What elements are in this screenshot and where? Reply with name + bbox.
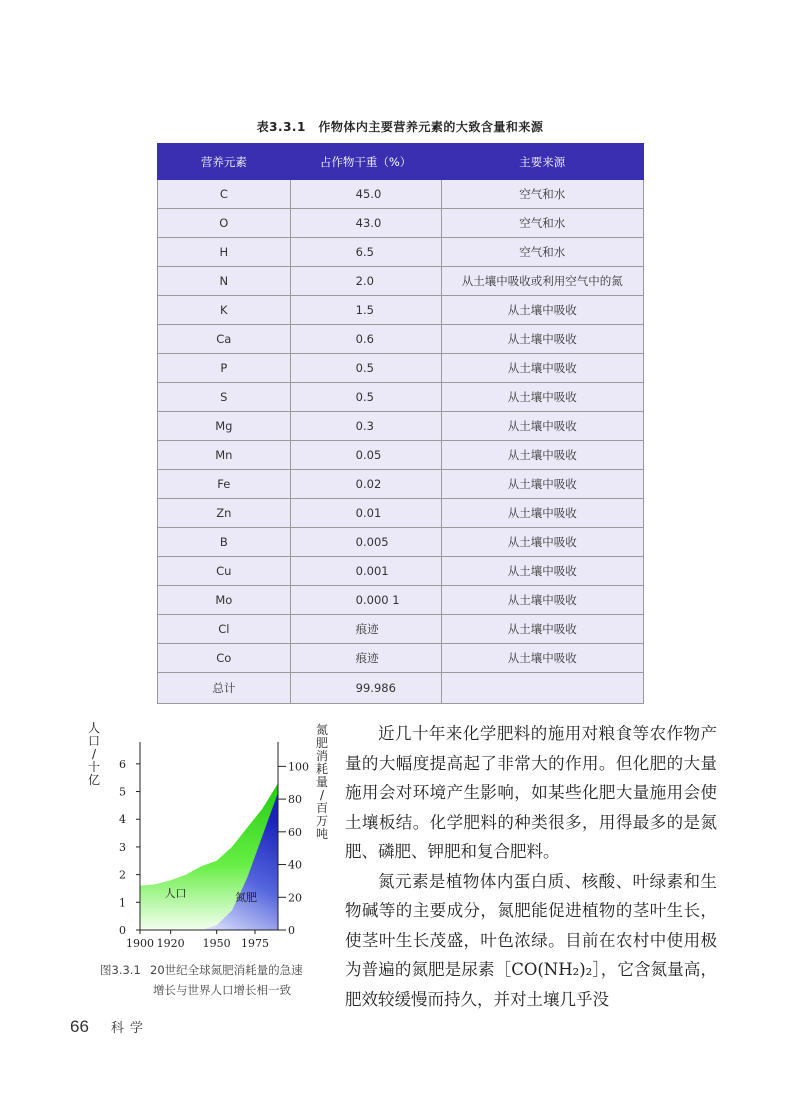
- left-tick-label: 6: [119, 757, 126, 771]
- right-axis-label: 肥: [315, 736, 329, 750]
- population-nitrogen-chart: [82, 718, 332, 988]
- cell-element: K: [158, 296, 291, 325]
- right-axis-label: /: [319, 788, 325, 802]
- cell-source: 从土壤中吸收: [441, 325, 643, 354]
- x-tick-label: 1900: [126, 937, 154, 950]
- cell-weight: 1.5: [290, 296, 441, 325]
- right-tick-label: 0: [288, 924, 295, 937]
- right-tick-label: 40: [288, 858, 302, 872]
- cell-weight: 99.986: [290, 673, 441, 704]
- right-tick-label: 100: [288, 760, 309, 774]
- cell-weight: 0.000 1: [290, 586, 441, 615]
- right-axis-label: 万: [315, 814, 329, 828]
- left-axis-label: 口: [87, 734, 101, 748]
- cell-element: B: [158, 528, 291, 557]
- cell-weight: 0.05: [290, 441, 441, 470]
- cell-weight: 痕迹: [290, 615, 441, 644]
- cell-source: 从土壤中吸收: [441, 412, 643, 441]
- cell-element: O: [158, 209, 291, 238]
- cell-source: 从土壤中吸收: [441, 296, 643, 325]
- cell-weight: 0.5: [290, 383, 441, 412]
- figure-number: 图3.3.1: [100, 963, 141, 977]
- table-row: [158, 412, 644, 441]
- cell-weight: 45.0: [290, 180, 441, 209]
- cell-weight: 0.001: [290, 557, 441, 586]
- cell-weight: 2.0: [290, 267, 441, 296]
- cell-source: 从土壤中吸收: [441, 441, 643, 470]
- left-axis-label: /: [91, 747, 97, 761]
- right-axis-label: 吨: [315, 827, 329, 841]
- figure-caption-line1: 20世纪全球氮肥消耗量的急速: [150, 963, 303, 977]
- right-axis-label: 消: [315, 749, 329, 763]
- cell-source: 从土壤中吸收: [441, 644, 643, 673]
- cell-element: 总计: [158, 673, 291, 704]
- right-axis-label: 耗: [315, 762, 329, 776]
- right-axis-label: 百: [315, 801, 329, 815]
- cell-weight: 0.01: [290, 499, 441, 528]
- left-tick-label: 3: [119, 840, 126, 854]
- series-label-population: 人口: [164, 886, 187, 900]
- table-row: [158, 325, 644, 354]
- cell-source: 从土壤中吸收: [441, 499, 643, 528]
- table-row: [158, 557, 644, 586]
- table-row: [158, 673, 644, 704]
- left-tick-label: 4: [119, 813, 126, 827]
- cell-source: 从土壤中吸收: [441, 354, 643, 383]
- table-row: [158, 586, 644, 615]
- cell-element: Mg: [158, 412, 291, 441]
- table-row: [158, 441, 644, 470]
- cell-element: Mn: [158, 441, 291, 470]
- left-tick-label: 1: [119, 896, 126, 910]
- figure-caption-line2: 增长与世界人口增长相一致: [153, 983, 291, 997]
- cell-element: Co: [158, 644, 291, 673]
- cell-element: P: [158, 354, 291, 383]
- x-tick-label: 1920: [156, 937, 185, 950]
- left-axis-label: 人: [87, 721, 101, 735]
- left-axis-label: 十: [87, 760, 101, 774]
- cell-source: [441, 673, 643, 704]
- cell-weight: 0.005: [290, 528, 441, 557]
- table-row: [158, 267, 644, 296]
- cell-element: S: [158, 383, 291, 412]
- cell-source: 空气和水: [441, 180, 643, 209]
- table-row: [158, 383, 644, 412]
- left-tick-label: 5: [119, 785, 126, 799]
- paragraph-2: 氮元素是植物体内蛋白质、核酸、叶绿素和生物碱等的主要成分，氮肥能促进植物的茎叶生长，使茎叶生长茂盛，叶色浓绿。目前在农村中使用极为普遍的氮肥是尿素［CO(NH₂)₂］，它含氮量高，肥效较缓慢而持久，并对土壤几乎没: [345, 871, 717, 1009]
- cell-element: N: [158, 267, 291, 296]
- cell-source: 从土壤中吸收: [441, 383, 643, 412]
- cell-weight: 43.0: [290, 209, 441, 238]
- cell-element: Mo: [158, 586, 291, 615]
- cell-weight: 痕迹: [290, 644, 441, 673]
- right-tick-label: 60: [288, 825, 302, 839]
- cell-weight: 0.5: [290, 354, 441, 383]
- column-header-weight: 占作物干重（%）: [290, 144, 441, 180]
- page-footer: [70, 1017, 149, 1037]
- left-tick-label: 0: [119, 924, 126, 937]
- table-row: [158, 499, 644, 528]
- right-axis-label: 量: [315, 775, 329, 789]
- x-tick-label: 1950: [202, 937, 231, 950]
- right-axis-label: 氮: [315, 723, 329, 737]
- table-row: [158, 644, 644, 673]
- x-tick-label: 1975: [241, 937, 269, 950]
- cell-source: 从土壤中吸收: [441, 557, 643, 586]
- cell-weight: 6.5: [290, 238, 441, 267]
- cell-element: Fe: [158, 470, 291, 499]
- table-row: [158, 615, 644, 644]
- cell-source: 从土壤中吸收: [441, 586, 643, 615]
- figure-caption: [100, 960, 340, 1000]
- cell-source: 从土壤中吸收: [441, 615, 643, 644]
- cell-weight: 0.6: [290, 325, 441, 354]
- left-tick-label: 2: [119, 868, 126, 882]
- paragraph-1: 近几十年来化学肥料的施用对粮食等农作物产量的大幅度提高起了非常大的作用。但化肥的大量施用会对环境产生影响，如某些化肥大量施用会使土壤板结。化学肥料的种类很多，用得最多的是氮肥、磷肥、钾肥和复合肥料。: [345, 724, 717, 861]
- table-header-row: [158, 144, 644, 180]
- cell-element: H: [158, 238, 291, 267]
- cell-source: 空气和水: [441, 209, 643, 238]
- column-header-source: 主要来源: [441, 144, 643, 180]
- cell-source: 空气和水: [441, 238, 643, 267]
- table-row: [158, 354, 644, 383]
- table-row: [158, 238, 644, 267]
- cell-element: Cl: [158, 615, 291, 644]
- body-text: [345, 719, 717, 1014]
- cell-source: 从土壤中吸收: [441, 528, 643, 557]
- column-header-element: 营养元素: [158, 144, 291, 180]
- right-tick-label: 80: [288, 793, 302, 807]
- table-row: [158, 209, 644, 238]
- cell-element: Zn: [158, 499, 291, 528]
- table-row: [158, 528, 644, 557]
- cell-element: Ca: [158, 325, 291, 354]
- right-tick-label: 20: [288, 891, 302, 905]
- left-axis-label: 亿: [87, 773, 101, 787]
- table-row: [158, 296, 644, 325]
- nutrient-table: [157, 143, 644, 704]
- cell-source: 从土壤中吸收或利用空气中的氮: [441, 267, 643, 296]
- series-label-nitrogen: 氮肥: [235, 890, 258, 904]
- table-row: [158, 180, 644, 209]
- cell-element: C: [158, 180, 291, 209]
- cell-weight: 0.02: [290, 470, 441, 499]
- table-caption: 表3.3.1 作物体内主要营养元素的大致含量和来源: [256, 120, 544, 134]
- subject-label: 科学: [110, 1021, 149, 1036]
- cell-weight: 0.3: [290, 412, 441, 441]
- page-number: 66: [70, 1017, 89, 1036]
- table-row: [158, 470, 644, 499]
- cell-source: 从土壤中吸收: [441, 470, 643, 499]
- cell-element: Cu: [158, 557, 291, 586]
